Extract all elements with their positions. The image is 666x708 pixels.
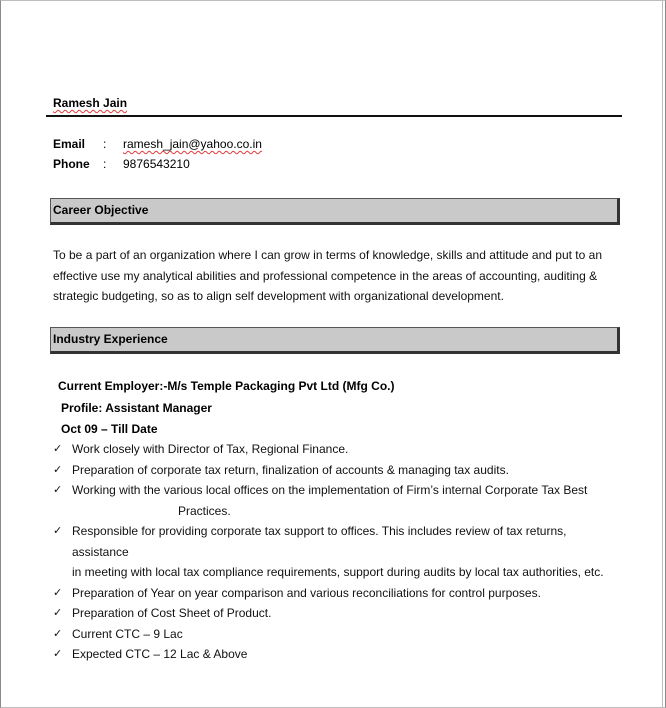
experience-bullet [53,460,623,481]
bullet-text: Preparation of Cost Sheet of Product. [72,606,272,620]
experience-bullet [53,603,623,624]
period-line: Oct 09 – Till Date [61,422,158,436]
bullet-text: Preparation of Year on year comparison and various reconciliations for control purposes. [72,585,541,600]
check-icon: ✓ [53,648,63,660]
bullet-text: Preparation of corporate tax return, finalization of accounts & managing tax audits. [72,462,509,477]
experience-bullet [53,439,623,460]
bullet-text: Work closely with Director of Tax, Regional Finance. [72,442,349,456]
experience-bullet [53,521,623,583]
check-icon: ✓ [53,463,63,476]
experience-bullet [53,480,623,521]
career-objective-text: To be a part of an organization where I can grow in terms of knowledge, skills and attitude and put to an effective use my analytical abilities and professional competence in the areas of accounting, auditing & strategic budgeting, so as to align self development with organizational development. [53,248,602,303]
bullet-continuation: Practices. [178,503,231,518]
bullet-continuation: in meeting with local tax compliance requirements, support during audits by local tax authorities, etc. [72,565,604,579]
check-icon: ✓ [53,607,63,619]
phone-value: 9876543210 [123,157,190,171]
name-divider [46,115,622,117]
email-separator: : [103,137,107,151]
bullet-text: Current CTC – 9 Lac [72,626,183,641]
industry-experience-heading: Industry Experience [50,327,620,354]
check-icon: ✓ [53,627,63,640]
experience-bullet [53,624,623,645]
check-icon: ✓ [53,586,63,599]
experience-bullet-list [53,439,623,665]
check-icon: ✓ [53,443,63,455]
phone-row [53,157,190,171]
employer-line: Current Employer:-M/s Temple Packaging Pvt Ltd (Mfg Co.) [58,379,395,393]
name-text: Ramesh Jain [53,96,128,110]
email-row [53,137,262,151]
profile-line: Profile: Assistant Manager [61,401,212,415]
email-label: Email [53,137,86,151]
check-icon: ✓ [53,525,63,537]
bullet-text: Responsible for providing corporate tax support to offices. This includes review of tax returns, assistance [72,524,567,559]
email-value: ramesh_jain@yahoo.co.in [123,137,262,151]
bullet-text: Working with the various local offices on the implementation of Firm’s internal Corporate Tax Best [72,483,588,497]
check-icon: ✓ [53,484,63,496]
experience-bullet [53,583,623,604]
career-objective-heading: Career Objective [50,198,620,225]
bullet-text: Expected CTC – 12 Lac & Above [72,647,248,661]
resume-name [53,96,127,110]
phone-label: Phone [53,157,90,171]
phone-separator: : [103,157,107,171]
experience-bullet [53,644,623,665]
